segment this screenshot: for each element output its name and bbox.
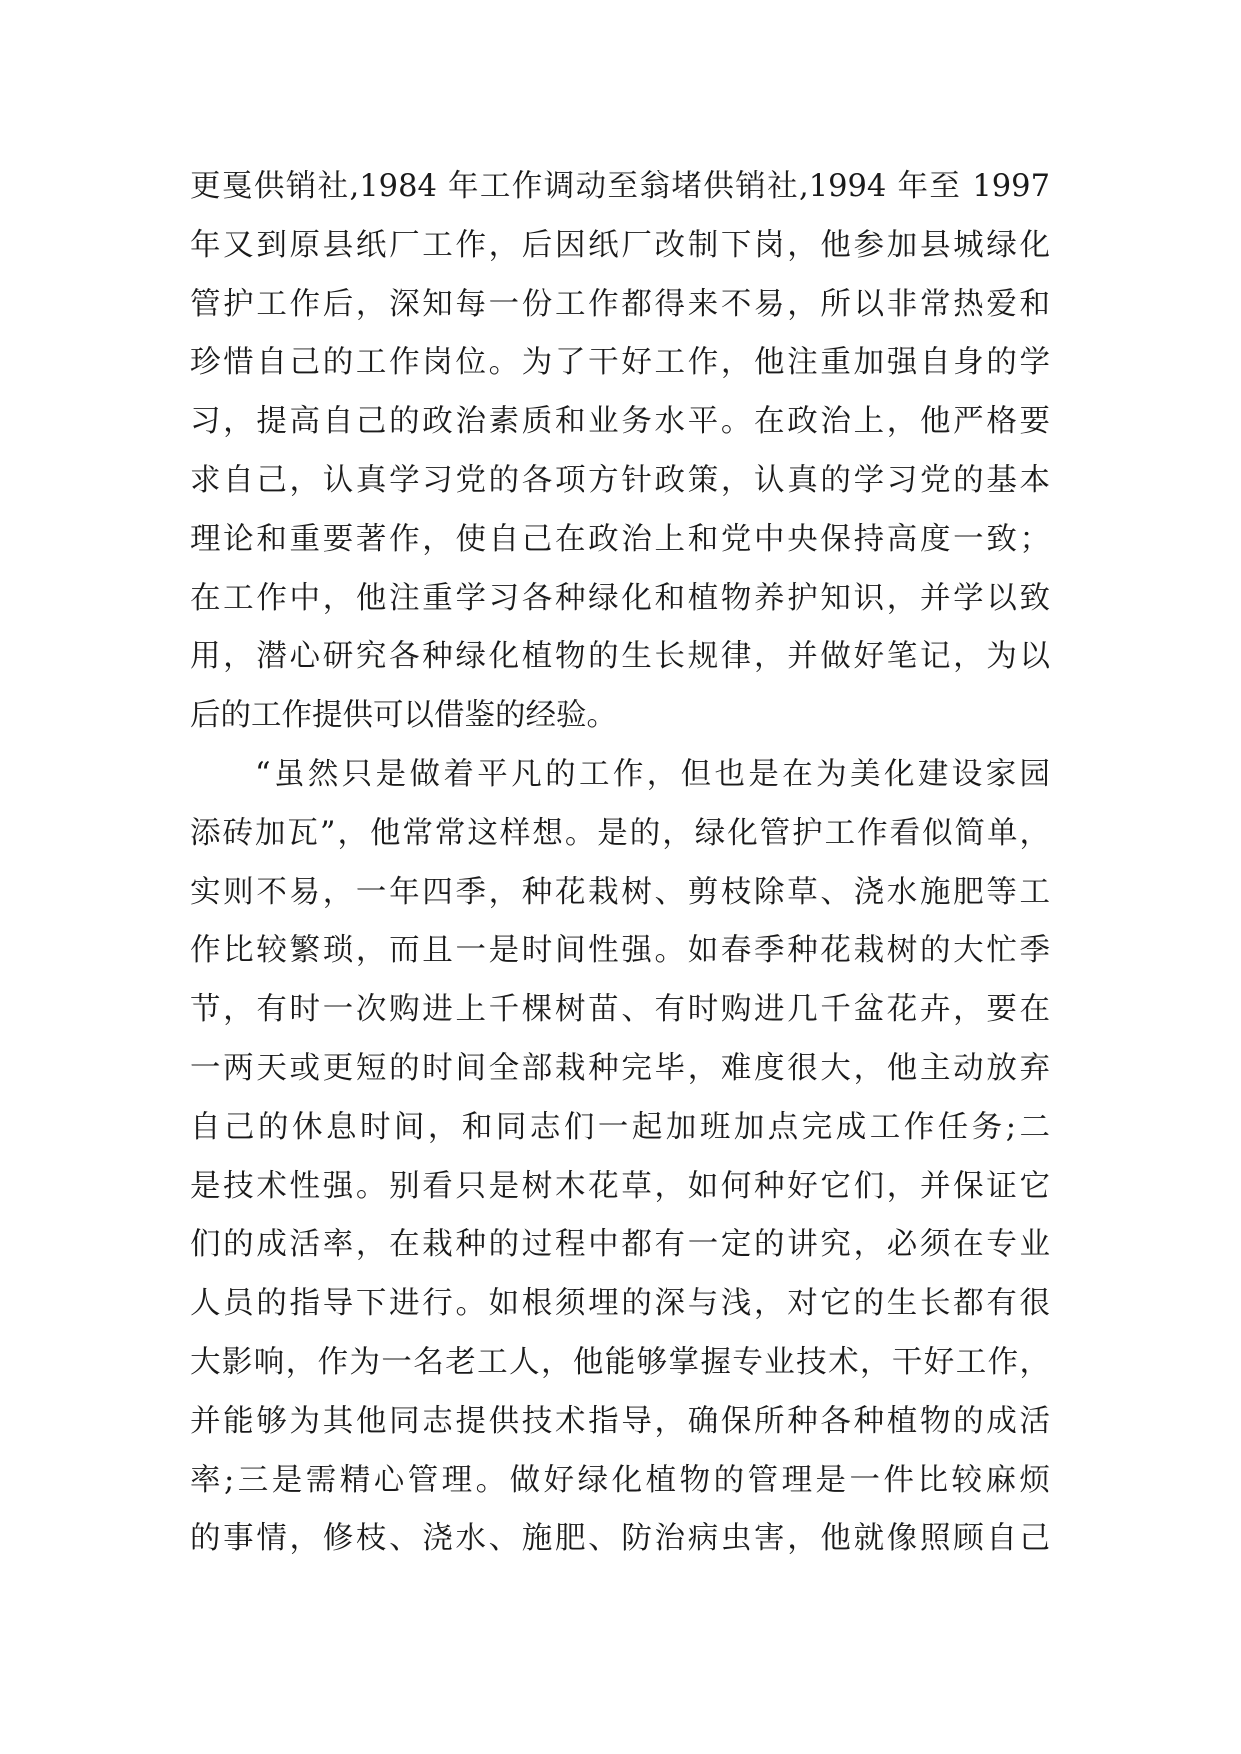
text-line: 大影响，作为一名老工人，他能够掌握专业技术，干好工作， (190, 1344, 1050, 1380)
paragraph-1 (190, 158, 1050, 746)
text-line: 珍惜自己的工作岗位。为了干好工作，他注重加强自身的学 (190, 345, 1050, 381)
text-line: 年又到原县纸厂工作，后因纸厂改制下岗，他参加县城绿化 (190, 227, 1050, 263)
text-line: 添砖加瓦”，他常常这样想。是的，绿化管护工作看似简单， (190, 815, 1050, 851)
text-line: 管护工作后，深知每一份工作都得来不易，所以非常热爱和 (190, 286, 1050, 322)
text-line: 们的成活率，在栽种的过程中都有一定的讲究，必须在专业 (190, 1227, 1050, 1263)
text-line: 人员的指导下进行。如根须埋的深与浅，对它的生长都有很 (190, 1286, 1050, 1322)
text-line: 节，有时一次购进上千棵树苗、有时购进几千盆花卉，要在 (190, 992, 1050, 1028)
text-line: 一两天或更短的时间全部栽种完毕，难度很大，他主动放弃 (190, 1050, 1050, 1086)
body-text (190, 158, 1050, 1569)
text-line: 率;三是需精心管理。做好绿化植物的管理是一件比较麻烦 (190, 1462, 1050, 1498)
text-line: 的事情，修枝、浇水、施肥、防治病虫害，他就像照顾自己 (190, 1521, 1050, 1557)
text-line: 并能够为其他同志提供技术指导，确保所种各种植物的成活 (190, 1403, 1050, 1439)
text-line: 后的工作提供可以借鉴的经验。 (190, 698, 617, 734)
text-line: 在工作中，他注重学习各种绿化和植物养护知识，并学以致 (190, 580, 1050, 616)
text-line: 更戛供销社,1984 年工作调动至翁堵供销社,1994 年至 1997 (190, 169, 1050, 204)
text-line: 实则不易，一年四季，种花栽树、剪枝除草、浇水施肥等工 (190, 874, 1050, 910)
text-line: 理论和重要著作，使自己在政治上和党中央保持高度一致； (190, 521, 1050, 557)
text-line: 习，提高自己的政治素质和业务水平。在政治上，他严格要 (190, 404, 1050, 440)
text-line: 是技术性强。别看只是树木花草，如何种好它们，并保证它 (190, 1168, 1050, 1204)
text-line: “虽然只是做着平凡的工作，但也是在为美化建设家园 (255, 756, 1050, 792)
text-line: 作比较繁琐，而且一是时间性强。如春季种花栽树的大忙季 (190, 933, 1050, 969)
paragraph-2 (190, 746, 1050, 1569)
text-line: 自己的休息时间，和同志们一起加班加点完成工作任务;二 (190, 1109, 1050, 1145)
text-line: 求自己，认真学习党的各项方针政策，认真的学习党的基本 (190, 462, 1050, 498)
text-line: 用，潜心研究各种绿化植物的生长规律，并做好笔记，为以 (190, 639, 1050, 675)
